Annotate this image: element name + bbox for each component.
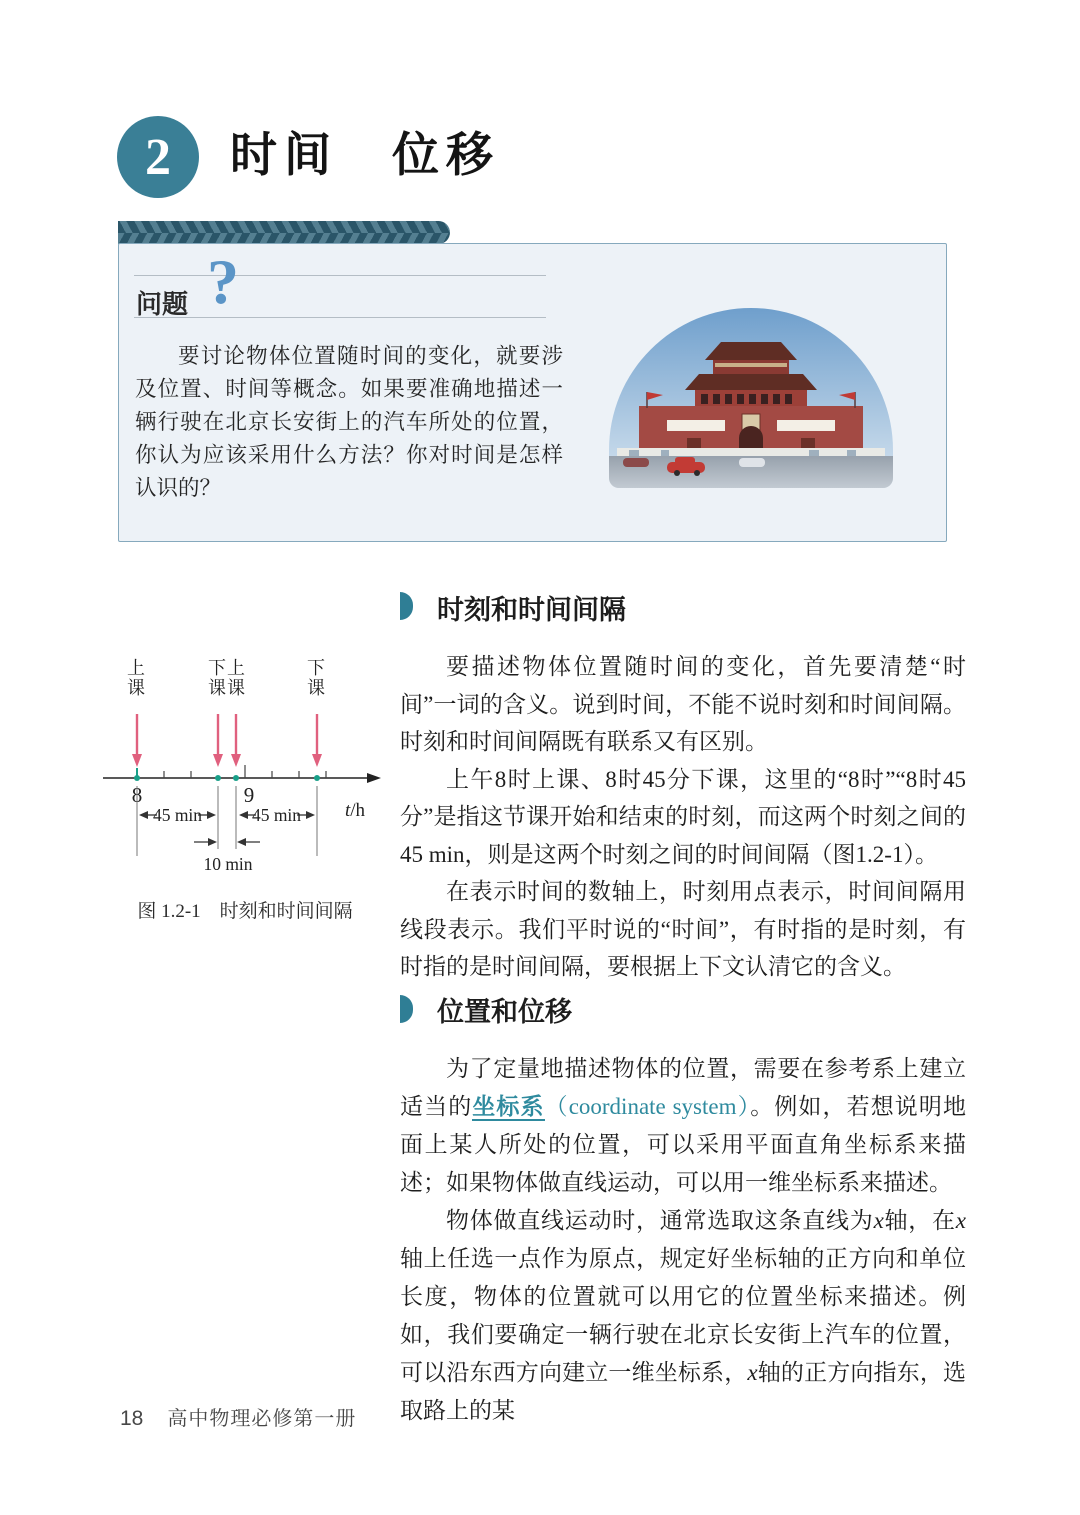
event-arrows — [137, 714, 317, 754]
tiananmen-photo-graphic — [609, 308, 893, 488]
divider-line — [134, 275, 546, 276]
paragraph: 物体做直线运动时，通常选取这条直线为x轴，在x轴上任选一点作为原点，规定好坐标轴的正方向和单位长度，物体的位置就可以用它的位置坐标来描述。例如，我们要确定一辆行驶在北京长安街上汽车的位置，可以沿东西方向建立一维坐标系，x轴的正方向指东，选取路上的某 — [400, 1208, 967, 1423]
event-label: 下课 — [305, 658, 325, 698]
paragraph: 上午8时上课、8时45分下课，这里的“8时”“8时45分”是指这节课开始和结束的时刻，而这两个时刻之间的45 min，则是这两个时刻之间的时间间隔（图1.2-1）。 — [400, 766, 966, 867]
section2-body — [400, 1050, 966, 1430]
paragraph: 在表示时间的数轴上，时刻用点表示，时间间隔用线段表示。我们平时说的“时间”，有时指的是时刻，有时指的是时间间隔，要根据上下文认清它的含义。 — [400, 879, 966, 979]
figure-caption: 图 1.2-1 时刻和时间间隔 — [137, 901, 353, 922]
section-marker-icon — [400, 592, 413, 620]
event-label: 下课 — [206, 658, 226, 698]
interval-label-10min: 10 min — [203, 854, 253, 874]
section1-body — [400, 648, 966, 986]
tick-label-9: 9 — [243, 783, 255, 807]
interval-label-45min: 45 min — [251, 805, 302, 825]
page-footer — [120, 1402, 356, 1431]
paragraph: 为了定量地描述物体的位置，需要在参考系上建立适当的坐标系（coordinate system）。例如，若想说明地面上某人所处的位置，可以采用平面直角坐标系来描述；如果物体做直线运动，可以用一维坐标系来描述。 — [400, 1056, 966, 1195]
event-label: 上课 — [225, 658, 245, 698]
page-number: 18 — [120, 1407, 144, 1430]
book-title: 高中物理必修第一册 — [167, 1408, 357, 1430]
tiananmen-photo — [609, 308, 893, 488]
question-mark-icon: ? — [207, 246, 239, 317]
lesson-number: 2 — [145, 128, 171, 186]
interval-label-45min: 45 min — [152, 805, 203, 825]
problem-label: 问题 — [136, 289, 189, 319]
figure-timeline — [95, 658, 395, 933]
event-label: 上课 — [125, 658, 145, 698]
event-arrowheads — [132, 754, 322, 767]
car — [623, 458, 649, 467]
section-marker-icon — [400, 995, 413, 1023]
car — [739, 458, 765, 467]
problem-box — [118, 243, 947, 542]
section2-heading: 位置和位移 — [437, 997, 572, 1027]
tick-label-8: 8 — [131, 783, 143, 807]
section1-heading: 时刻和时间间隔 — [437, 595, 626, 625]
lesson-number-badge — [117, 116, 199, 198]
timeline-diagram — [95, 710, 395, 888]
axis-arrowhead — [367, 773, 381, 783]
chevron-band-decoration — [118, 221, 450, 244]
page-title: 时间 位移 — [230, 130, 500, 182]
axis-ticks — [164, 765, 326, 778]
problem-text: 要讨论物体位置随时间的变化，就要涉及位置、时间等概念。如果要准确地描述一辆行驶在北京长安街上的汽车所处的位置，你认为应该采用什么方法？你对时间是怎样认识的？ — [135, 344, 563, 501]
paragraph: 要描述物体位置随时间的变化，首先要清楚“时间”一词的含义。说到时间，不能不说时刻和时间间隔。时刻和时间间隔既有联系又有区别。 — [400, 654, 966, 754]
divider-line — [134, 317, 546, 318]
axis-unit-label: t/h — [345, 800, 366, 821]
